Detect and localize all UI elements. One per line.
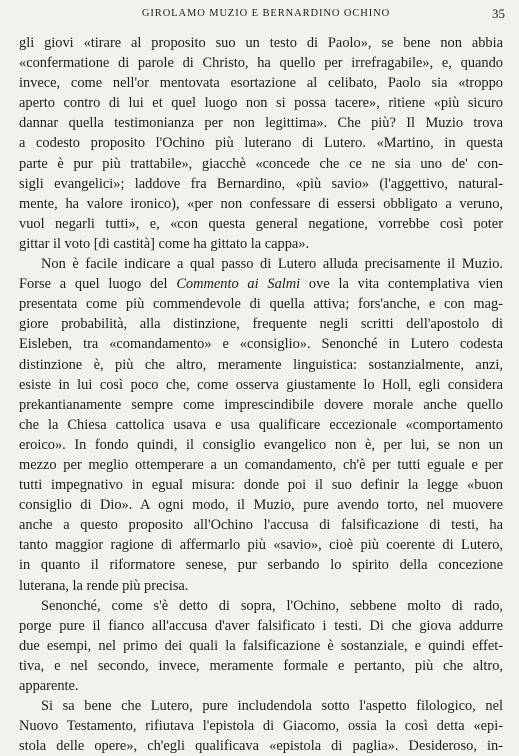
text-line <box>19 33 503 53</box>
book-title-italic: Commento ai Salmi <box>176 276 301 293</box>
text-line <box>19 435 503 455</box>
text-line <box>19 113 503 133</box>
text-line <box>19 616 503 636</box>
line-text: mente, ha valore ironico), «per non confessare di essersi obbligato a veruno, <box>19 195 503 212</box>
page-number: 35 <box>492 6 505 21</box>
text-line <box>19 455 503 475</box>
line-text: eroico». In fondo quindi, il consiglio evangelico non è, per lui, se non un <box>19 436 503 453</box>
text-line <box>19 475 503 495</box>
text-line <box>19 314 503 334</box>
text-line <box>19 234 503 254</box>
line-text: distinzione è, più che altro, meramente linguistica: sostanzialmente, anzi, <box>19 356 503 373</box>
line-text: gli giovi «tirare al proposito suo un testo di Paolo», se bene non abbia <box>19 35 503 51</box>
text-line <box>19 515 503 535</box>
text-line <box>19 495 503 515</box>
line-text: tutti impegnativo in egual misura: donde poi il suo definir la legge «buon <box>19 477 503 494</box>
text-line <box>19 274 503 294</box>
text-line <box>19 214 503 234</box>
line-text: luterana, la rende più precisa. <box>19 577 189 594</box>
line-text: apparente. <box>19 678 79 694</box>
text-line <box>19 596 503 616</box>
line-text: dannar quella testimonianza per non legittima». Che più? Il Muzio trova <box>19 115 503 132</box>
line-text: «confermatione di parole di Christo, ha quello per irrefragabile», e, quando <box>19 55 503 72</box>
line-text-continued: ove la vita contemplativa vien <box>300 276 503 293</box>
line-text: esiste in lui così poco che, come osserva giustamente lo Holl, egli considera <box>19 376 503 393</box>
text-line <box>19 334 503 354</box>
line-text: anche a questo proposito all'Ochino l'accusa di falsificazione di testi, ha <box>19 517 503 534</box>
line-text: stola delle opere», ch'egli qualificava «epistola di paglia». Desideroso, in- <box>19 738 503 755</box>
text-line <box>19 696 503 716</box>
line-text: parte è pur più trattabile», giacchè «concede che ce ne sia uno de' con- <box>19 155 503 172</box>
line-text: Forse a quel luogo del <box>19 276 177 293</box>
text-line <box>19 53 503 73</box>
text-line <box>19 294 503 314</box>
text-line <box>19 133 503 153</box>
line-text: in quanto il riformatore senese, pur serbando lo spirito della concezione <box>19 557 503 574</box>
running-title: GIROLAMO MUZIO E BERNARDINO OCHINO <box>141 8 391 19</box>
text-line <box>19 355 503 375</box>
text-line <box>19 636 503 656</box>
line-text: mezzo per meglio ottemperare a un comandamento, ch'è per tutti eguale e per <box>19 456 503 473</box>
line-text: che la Chiesa cattolica usava e usa qualificare eccezionale «comportamento <box>19 416 503 433</box>
line-text: vuol negarli tutti», e, «con questa general negatione, vorrebbe così poter <box>19 215 503 232</box>
line-text: consiglio di Dio». A ogni modo, il Muzio, pure avendo torto, nel muovere <box>19 497 503 514</box>
line-text: a codesto proposito l'Ochino più luterano di Lutero. «Martino, in questa <box>19 135 503 152</box>
text-line <box>19 656 503 676</box>
line-text: Si sa bene che Lutero, pure includendola sotto l'aspetto filologico, nel <box>41 698 503 715</box>
text-line <box>19 535 503 555</box>
text-line <box>19 555 503 575</box>
line-text: tiva, e nel secondo, invece, meramente formale e pertanto, più che altro, <box>19 657 503 674</box>
line-text: sigli evangelici»; laddove fra Bernardino, «più savio» (l'aggettivo, natural- <box>19 175 503 192</box>
line-text: Senonché, come s'è detto di sopra, l'Ochino, sebbene molto di rado, <box>41 597 503 614</box>
text-line <box>19 154 503 174</box>
line-text: tanto maggior ragione di affermarlo più «savio», cioè più coerente di Lutero, <box>19 537 503 554</box>
text-line <box>19 254 503 274</box>
text-line <box>19 73 503 93</box>
text-line <box>19 576 503 596</box>
line-text: porge pure il fianco all'accusa d'aver falsificato i testi. Di che giova addurre <box>19 617 503 634</box>
text-line <box>19 716 503 736</box>
text-line <box>19 676 503 696</box>
text-line <box>19 194 503 214</box>
line-text: Nuovo Testamento, rifiutava l'epistola di Giacomo, ossia la così detta «epi- <box>19 718 503 735</box>
line-text: Eisleben, tra «comandamento» e «consiglio». Senonché in Lutero codesta <box>19 336 503 353</box>
line-text: prekantianamente sempre come imprescindibile dovere morale anche quello <box>19 396 503 413</box>
text-line <box>19 415 503 435</box>
body-text <box>19 33 503 756</box>
text-line <box>19 174 503 194</box>
line-text: giore probabilità, alla distinzione, frequente negli scritti dell'apostolo di <box>19 316 503 333</box>
text-line <box>19 93 503 113</box>
line-text: due esempi, nel primo dei quali la falsificazione è sostanziale, e quindi effet- <box>19 637 503 654</box>
line-text: gittar il voto [di castità] come ha gittato la cappa». <box>19 235 310 252</box>
text-line <box>19 395 503 415</box>
text-line <box>19 736 503 756</box>
line-text: aperto contro di lui et quel luogo non si possa tacere», ritiene «più sicuro <box>19 95 503 112</box>
line-text: presentata come più commendevole di quella attiva; fors'anche, e con mag- <box>19 296 503 313</box>
line-text: invece, come nell'or mentovata esortazione al celibato, Paolo sia «troppo <box>19 75 503 92</box>
line-text: Non è facile indicare a qual passo di Lutero alluda precisamente il Muzio. <box>41 256 503 273</box>
text-line <box>19 375 503 395</box>
